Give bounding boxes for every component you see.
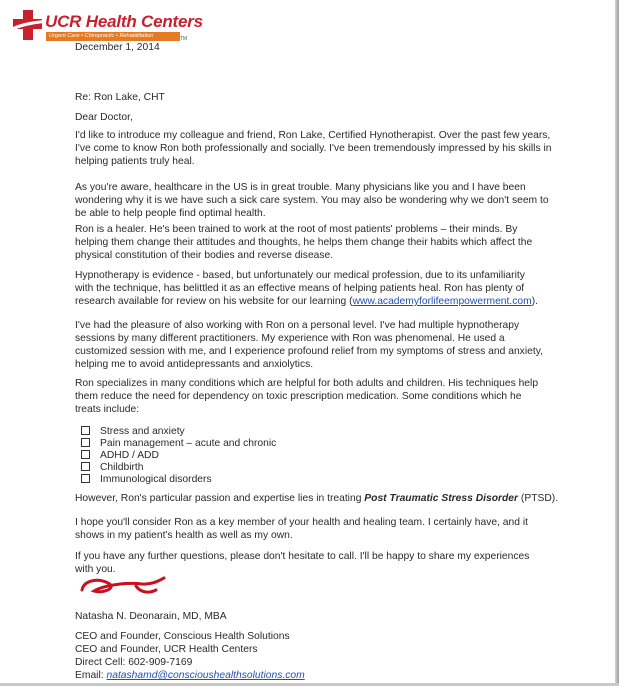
logo-tagline: Urgent Care • Chiropractic • Rehabilitation — [46, 32, 180, 41]
email-link[interactable]: natashamd@conscioushealthsolutions.com — [106, 670, 305, 681]
text-line: customized session with me, and I experience profound relief from my symptoms of stress and anxiety, — [75, 346, 543, 357]
emphasis-text: Post Traumatic Stress Disorder — [364, 493, 519, 504]
list-item — [81, 450, 276, 462]
email-label: Email: — [75, 670, 107, 681]
paragraph-healthcare — [75, 181, 565, 220]
text-line: I've come to know Ron both professionally and socially. I've been tremendously impressed by his skills in — [75, 143, 552, 154]
text-line: Ron specializes in many conditions which are helpful for both adults and children. His techniques help — [75, 378, 539, 389]
paragraph-introduction — [75, 129, 565, 168]
list-item — [81, 426, 276, 438]
text-line: treats include: — [75, 404, 140, 415]
signer-title: CEO and Founder, Conscious Health Solutions — [75, 631, 290, 642]
text-line: Ron is a healer. He's been trained to work at the root of most patients' problems – their minds. By — [75, 224, 518, 235]
text-line: them reduce the need for dependency on toxic prescription medication. Some conditions which he — [75, 391, 522, 402]
text-line: I'd like to introduce my colleague and friend, Ron Lake, Certified Hynotherapist. Over the past few years, — [75, 130, 551, 141]
text-fragment: However, Ron's particular passion and expertise lies in treating — [75, 493, 365, 504]
paragraph-hypnotherapy — [75, 269, 565, 308]
text-fragment: (PTSD). — [518, 493, 559, 504]
list-item — [81, 474, 276, 486]
text-line: I've had the pleasure of also working with Ron on a personal level. I've had multiple hypnotherapy — [75, 320, 520, 331]
signer-details — [75, 630, 565, 682]
paragraph-ptsd — [75, 492, 565, 505]
text-line: helping patients truly heal. — [75, 156, 195, 167]
conditions-checklist — [81, 426, 276, 486]
signer-name: Natasha N. Deonarain, MD, MBA — [75, 611, 227, 622]
text-line: helping me to avoid antidepressants and anxiolytics. — [75, 359, 314, 370]
condition-label: Stress and anxiety — [100, 426, 185, 437]
signer-title: CEO and Founder, UCR Health Centers — [75, 644, 258, 655]
logo-trademark: TM — [180, 36, 188, 42]
paragraph-personal-experience — [75, 319, 565, 371]
signer-phone: Direct Cell: 602-909-7169 — [75, 657, 193, 668]
salutation: Dear Doctor, — [75, 112, 133, 123]
condition-label: Pain management – acute and chronic — [100, 438, 277, 449]
checkbox-icon — [81, 462, 90, 471]
paragraph-specializations — [75, 377, 565, 416]
text-line: helping them change their attitudes and thoughts, he helps them change their habits which affect the — [75, 237, 533, 248]
condition-label: Immunological disorders — [100, 474, 212, 485]
logo-org-name: UCR Health Centers — [45, 12, 203, 31]
condition-label: ADHD / ADD — [100, 450, 159, 461]
text-line: As you're aware, healthcare in the US is in great trouble. Many physicians like you and I have been — [75, 182, 526, 193]
condition-label: Childbirth — [100, 462, 144, 473]
list-item — [81, 462, 276, 474]
text-line: be able to help people find optimal health. — [75, 208, 266, 219]
list-item — [81, 438, 276, 450]
scan-edge — [615, 0, 619, 686]
paragraph-consider — [75, 516, 565, 542]
text-fragment: research available for review on his website for our learning ( — [75, 296, 353, 307]
red-cross-icon — [10, 8, 44, 42]
text-line: wondering why it is we have such a sick care system. You may also be wondering why we don't seem to — [75, 195, 549, 206]
signer-block — [75, 610, 565, 623]
paragraph-healer — [75, 223, 565, 262]
text-line: with the technique, has belittled it as an effective means of helping patients heal. Ron has plenty of — [75, 283, 525, 294]
text-line: shows in my patient's health as well as my own. — [75, 530, 293, 541]
text-line: Hypnotherapy is evidence - based, but unfortunately our medical profession, due to its unfamiliarity — [75, 270, 525, 281]
text-line: I hope you'll consider Ron as a key member of your health and healing team. I certainly have, and it — [75, 517, 528, 528]
website-link[interactable]: www.academyforlifeempowerment.com — [352, 296, 532, 307]
text-line: physical constitution of their bodies and reverse disease. — [75, 250, 334, 261]
text-line: with you. — [75, 564, 116, 575]
paragraph-closing — [75, 550, 565, 576]
re-line: Re: Ron Lake, CHT — [75, 92, 165, 103]
handwritten-signature — [78, 574, 168, 598]
text-line: sessions by many different practitioners. My experience with Ron was phenomenal. He used a — [75, 333, 505, 344]
text-fragment: ). — [531, 296, 539, 307]
text-line — [75, 295, 565, 308]
letter-date: December 1, 2014 — [75, 42, 160, 53]
checkbox-icon — [81, 426, 90, 435]
signer-email-line — [75, 669, 565, 682]
checkbox-icon — [81, 450, 90, 459]
checkbox-icon — [81, 474, 90, 483]
checkbox-icon — [81, 438, 90, 447]
text-line — [75, 492, 565, 505]
text-line: If you have any further questions, please don't hesitate to call. I'll be happy to share my experiences — [75, 551, 530, 562]
